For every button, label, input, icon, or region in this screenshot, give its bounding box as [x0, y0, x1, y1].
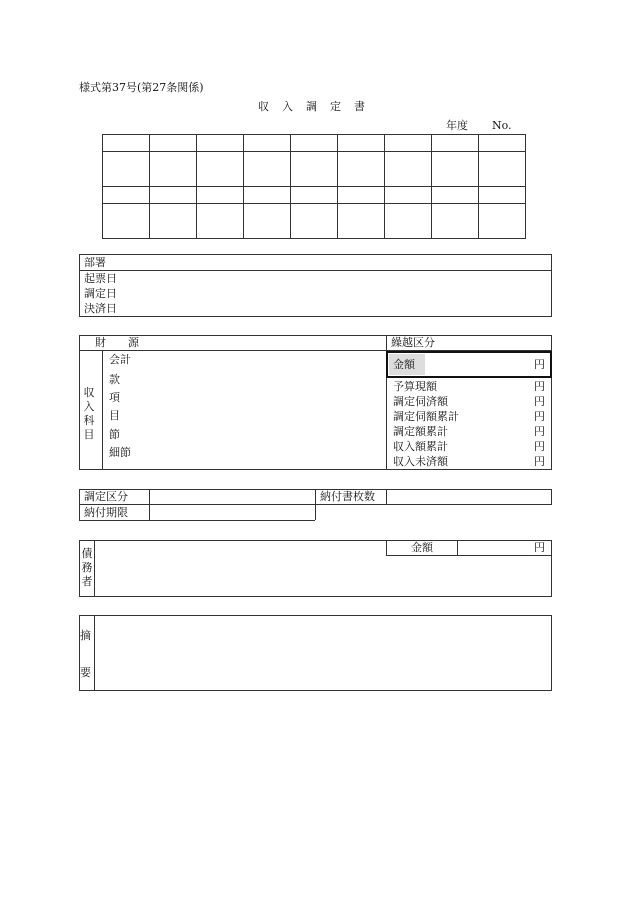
amount-row-unit: 円 [534, 425, 545, 438]
amount-row-label: 調定伺額累計 [393, 410, 459, 423]
amount-row-label: 調定額累計 [393, 425, 448, 438]
approval-stamp-cell[interactable] [197, 204, 244, 239]
approval-stamp-cell[interactable] [338, 204, 385, 239]
divider [102, 350, 103, 470]
divider [79, 520, 315, 521]
amount-row-label: 収入未済額 [393, 455, 448, 468]
approval-stamp-cell[interactable] [479, 152, 526, 187]
divider [457, 540, 458, 556]
approval-stamp-cell[interactable] [291, 135, 338, 152]
department-label: 部署 [84, 256, 106, 269]
settlement-date-label: 決済日 [84, 302, 117, 315]
approval-stamp-cell[interactable] [103, 204, 150, 239]
amount-row-label: 調定伺済額 [393, 395, 448, 408]
approval-stamp-cell[interactable] [385, 152, 432, 187]
subject-level-label: 会計 [109, 353, 131, 366]
divider [386, 489, 387, 505]
department-dates-box [79, 254, 552, 317]
payment-notice-count-label: 納付書枚数 [320, 490, 375, 503]
form-title: 収 入 調 定 書 [258, 100, 366, 113]
amount-row-unit: 円 [534, 395, 545, 408]
debtor-label: 債務者 [81, 547, 93, 588]
approval-stamp-cell[interactable] [150, 187, 197, 204]
approval-stamp-cell[interactable] [338, 135, 385, 152]
approval-stamp-cell[interactable] [479, 204, 526, 239]
divider [79, 504, 80, 520]
debtor-box [79, 540, 552, 597]
divider [315, 489, 316, 520]
approval-stamp-cell[interactable] [479, 135, 526, 152]
debtor-amount-label: 金額 [411, 541, 433, 554]
summary-box [79, 615, 552, 691]
debtor-amount-yen: 円 [534, 541, 545, 554]
divider [94, 615, 95, 691]
payment-due-date-label: 納付期限 [84, 506, 128, 519]
assessment-type-label: 調定区分 [84, 490, 128, 503]
divider [94, 540, 95, 597]
approval-stamp-cell[interactable] [385, 135, 432, 152]
amount-label: 金額 [393, 358, 415, 371]
amount-row-unit: 円 [534, 440, 545, 453]
divider [386, 540, 387, 556]
summary-label-top: 摘 [80, 629, 91, 642]
document-number-label: No. [492, 119, 512, 132]
amount-row-unit: 円 [534, 410, 545, 423]
revenue-subject-label: 収入科目 [83, 386, 95, 441]
divider [79, 270, 552, 271]
approval-stamp-cell[interactable] [150, 204, 197, 239]
carryover-label: 繰越区分 [391, 336, 435, 349]
approval-stamp-grid [102, 134, 526, 239]
approval-stamp-cell[interactable] [432, 187, 479, 204]
approval-stamp-cell[interactable] [479, 187, 526, 204]
form-number: 様式第37号(第27条関係) [79, 81, 204, 94]
approval-stamp-cell[interactable] [291, 187, 338, 204]
approval-stamp-cell[interactable] [385, 204, 432, 239]
funding-source-label: 財 源 [95, 336, 139, 349]
divider [149, 489, 150, 520]
subject-level-label: 款 [109, 373, 120, 386]
approval-stamp-cell[interactable] [432, 135, 479, 152]
approval-stamp-cell[interactable] [338, 187, 385, 204]
approval-stamp-cell[interactable] [291, 204, 338, 239]
amount-row-unit: 円 [534, 380, 545, 393]
approval-stamp-cell[interactable] [197, 152, 244, 187]
approval-stamp-cell[interactable] [103, 135, 150, 152]
approval-stamp-cell[interactable] [338, 152, 385, 187]
approval-stamp-cell[interactable] [244, 152, 291, 187]
subject-level-label: 細節 [109, 446, 131, 459]
amount-yen: 円 [534, 358, 545, 371]
approval-stamp-cell[interactable] [291, 152, 338, 187]
approval-stamp-cell[interactable] [244, 204, 291, 239]
approval-stamp-cell[interactable] [197, 135, 244, 152]
subject-level-label: 目 [109, 409, 120, 422]
summary-label-bottom: 要 [80, 666, 91, 679]
fiscal-year-label: 年度 [446, 119, 468, 132]
assessment-date-label: 調定日 [84, 287, 117, 300]
divider [386, 555, 552, 556]
approval-stamp-cell[interactable] [244, 135, 291, 152]
approval-stamp-cell[interactable] [150, 152, 197, 187]
subject-level-label: 節 [109, 428, 120, 441]
approval-stamp-cell[interactable] [103, 187, 150, 204]
approval-stamp-cell[interactable] [197, 187, 244, 204]
approval-stamp-cell[interactable] [385, 187, 432, 204]
subject-level-label: 項 [109, 391, 120, 404]
issue-date-label: 起票日 [84, 272, 117, 285]
approval-stamp-cell[interactable] [150, 135, 197, 152]
amount-row-label: 予算現額 [393, 380, 437, 393]
amount-row-unit: 円 [534, 455, 545, 468]
approval-stamp-cell[interactable] [432, 152, 479, 187]
approval-stamp-cell[interactable] [432, 204, 479, 239]
amount-row-label: 収入額累計 [393, 440, 448, 453]
approval-stamp-cell[interactable] [244, 187, 291, 204]
approval-stamp-cell[interactable] [103, 152, 150, 187]
